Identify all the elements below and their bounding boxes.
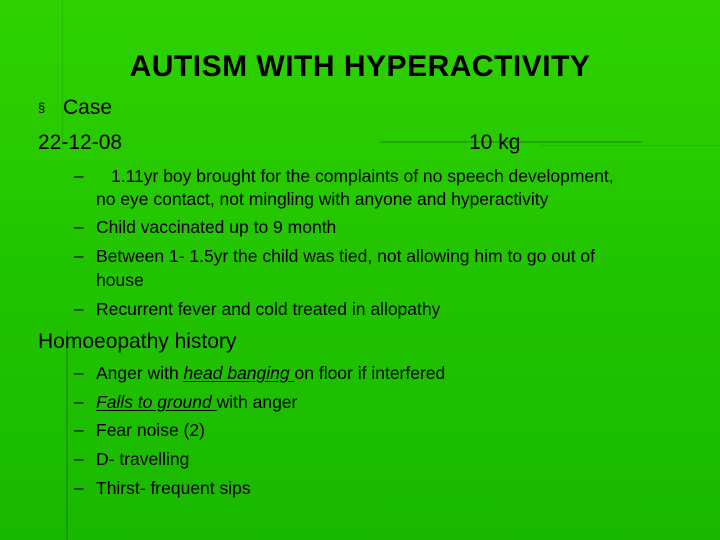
dash-bullet: – xyxy=(74,166,84,185)
history-point-3: Fear noise (2) xyxy=(96,420,205,440)
case-weight: 10 kg xyxy=(469,131,521,154)
history-point-4: D- travelling xyxy=(96,449,190,469)
case-point-1-line-1: 1.11yr boy brought for the complaints of no speech development, xyxy=(111,166,614,186)
history-point-2-suffix: with anger xyxy=(216,392,298,412)
case-label: Case xyxy=(63,96,113,119)
slide-title: AUTISM WITH HYPERACTIVITY xyxy=(129,50,591,83)
history-point-1-prefix: Anger with xyxy=(96,363,184,383)
case-point-2: Child vaccinated up to 9 month xyxy=(96,217,337,237)
dash-bullet: – xyxy=(74,299,84,318)
dash-bullet: – xyxy=(74,246,84,265)
history-point-1 xyxy=(96,363,445,384)
homoeopathy-history-heading: Homoeopathy history xyxy=(38,330,237,353)
dash-bullet: – xyxy=(74,478,84,497)
history-point-5: Thirst- frequent sips xyxy=(96,478,251,498)
dash-bullet: – xyxy=(74,392,84,411)
history-point-1-suffix: on floor if interfered xyxy=(294,363,446,383)
history-point-1-underlined: head banging xyxy=(183,363,295,383)
dash-bullet: – xyxy=(74,363,84,382)
case-point-1-line-2: no eye contact, not mingling with anyone and hyperactivity xyxy=(96,189,549,209)
dash-bullet: – xyxy=(74,217,84,236)
case-point-4: Recurrent fever and cold treated in allopathy xyxy=(96,299,441,319)
case-date: 22-12-08 xyxy=(38,131,123,154)
square-bullet-icon: § xyxy=(38,100,46,115)
case-point-3-line-1: Between 1- 1.5yr the child was tied, not allowing him to go out of xyxy=(96,246,596,266)
dash-bullet: – xyxy=(74,420,84,439)
decorative-vertical-line xyxy=(66,330,68,540)
history-point-2-underlined: Falls to ground xyxy=(96,392,217,412)
case-point-3-line-2: house xyxy=(96,270,144,290)
dash-bullet: – xyxy=(74,449,84,468)
decorative-horizontal-line-faint xyxy=(540,145,720,146)
history-point-2 xyxy=(96,392,297,413)
